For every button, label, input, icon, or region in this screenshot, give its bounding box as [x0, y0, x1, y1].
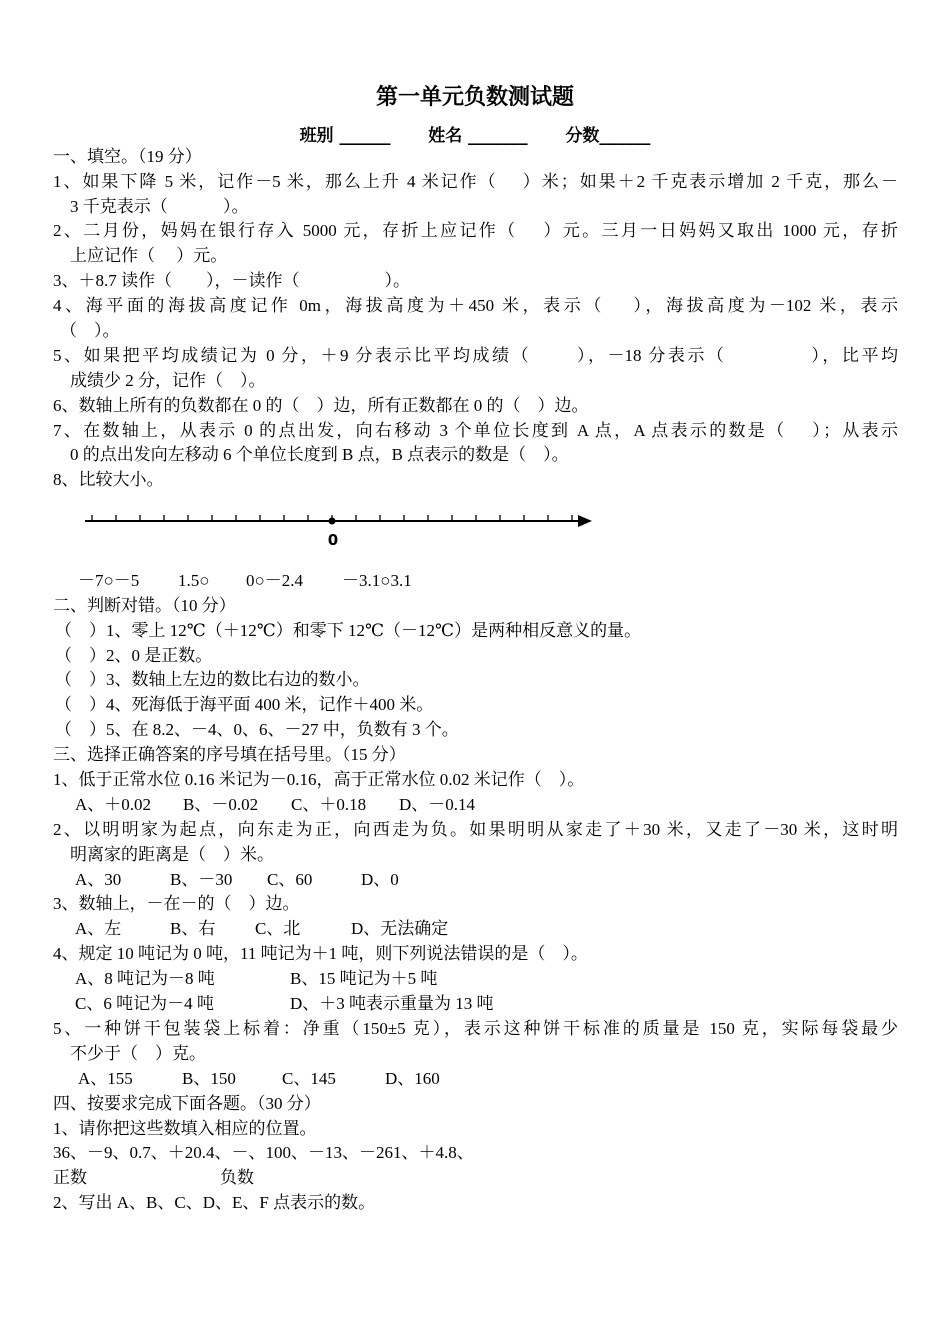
number-list: 36、－9、0.7、＋20.4、－、100、－13、－261、＋4.8、: [53, 1143, 474, 1162]
option: D、0: [361, 870, 399, 889]
option: D、－0.14: [399, 795, 476, 814]
question-1-6: 6、数轴上所有的负数都在 0 的（ ）边，所有正数都在 0 的（ ）边。: [53, 396, 589, 415]
judge-item: （ ）1、零上 12℃（＋12℃）和零下 12℃（－12℃）是两种相反意义的量。: [55, 621, 642, 640]
section-2-heading: 二、判断对错。（10 分）: [53, 596, 236, 615]
option: C、145: [282, 1069, 336, 1088]
option: A、8 吨记为－8 吨: [75, 969, 215, 988]
question-1-5-cont: 成绩少 2 分，记作（ ）。: [70, 371, 266, 390]
negative-label: 负数: [220, 1168, 254, 1187]
option: C、60: [267, 870, 313, 889]
page-title: 第一单元负数测试题: [375, 85, 574, 110]
judge-item: （ ）5、在 8.2、－4、0、6、－27 中，负数有 3 个。: [55, 720, 459, 739]
judge-item: （ ）3、数轴上左边的数比右边的数小。: [55, 670, 370, 689]
compare-item: 1.5○: [178, 571, 210, 590]
option: A、30: [75, 870, 122, 889]
question-1-4-cont: （ ）。: [60, 321, 120, 340]
section-1-heading: 一、填空。（19 分）: [53, 147, 202, 166]
option: C、＋0.18: [291, 795, 367, 814]
question-3-2-cont: 明离家的距离是（ ）米。: [70, 845, 274, 864]
judge-item: （ ）4、死海低于海平面 400 米，记作＋400 米。: [55, 695, 434, 714]
option: B、15 吨记为＋5 吨: [290, 969, 438, 988]
option: B、－0.02: [183, 795, 259, 814]
section-3-heading: 三、选择正确答案的序号填在括号里。（15 分）: [53, 745, 406, 764]
question-1-5: 5、如果把平均成绩记为 0 分，＋9 分表示比平均成绩（ ），－18 分表示（ ），比平均: [53, 346, 898, 365]
section-4-heading: 四、按要求完成下面各题。（30 分）: [53, 1094, 321, 1113]
options-3-5: [78, 1067, 923, 1091]
student-info: [0, 121, 950, 146]
question-1-2: 2、二月份，妈妈在银行存入 5000 元，存折上应记作（ ）元。三月一日妈妈又取出 1000 元，存折: [53, 221, 898, 240]
compare-item: －7○－5: [78, 571, 140, 590]
question-4-2: 2、写出 A、B、C、D、E、F 点表示的数。: [53, 1193, 376, 1212]
judge-item: （ ）2、0 是正数。: [55, 646, 213, 665]
option: A、155: [78, 1069, 133, 1088]
option: C、6 吨记为－4 吨: [75, 994, 214, 1013]
compare-item: －3.1○3.1: [342, 571, 412, 590]
options-3-4a: [75, 967, 920, 991]
options-3-3: [75, 917, 920, 941]
number-line-arrow: [578, 515, 592, 527]
number-line: [80, 504, 600, 549]
option: C、北: [255, 919, 301, 938]
question-3-5-cont: 不少于（ ）克。: [70, 1044, 206, 1063]
positive-label: 正数: [53, 1168, 87, 1187]
origin-point: [329, 518, 336, 525]
question-1-7-cont: 0 的点出发向左移动 6 个单位长度到 B 点，B 点表示的数是（ ）。: [70, 445, 569, 464]
question-3-1: 1、低于正常水位 0.16 米记为－0.16，高于正常水位 0.02 米记作（ ）。: [53, 770, 585, 789]
option: B、150: [182, 1069, 236, 1088]
options-3-1: [75, 793, 920, 817]
option: B、右: [170, 919, 216, 938]
question-3-2: 2、以明明家为起点，向东走为正，向西走为负。如果明明从家走了＋30 米，又走了－30 米，这时明: [53, 820, 898, 839]
options-3-4b: [75, 992, 920, 1016]
score-field[interactable]: 分数______: [565, 126, 651, 146]
question-1-8: 8、比较大小。: [53, 470, 164, 489]
question-1-2-cont: 上应记作（ ）元。: [70, 246, 228, 265]
option: B、－30: [170, 870, 233, 889]
question-3-3: 3、数轴上，－在－的（ ）边。: [53, 894, 300, 913]
option: A、＋0.02: [75, 795, 152, 814]
option: A、左: [75, 919, 122, 938]
compare-item: 0○－2.4: [246, 571, 304, 590]
question-3-5: 5、一种饼干包装袋上标着：净重（150±5 克），表示这种饼干标准的质量是 150 克，实际每袋最少: [53, 1019, 898, 1038]
compare-row: [78, 569, 923, 593]
question-3-4: 4、规定 10 吨记为 0 吨，11 吨记为＋1 吨，则下列说法错误的是（ ）。: [53, 944, 588, 963]
question-1-1: 1、如果下降 5 米，记作－5 米，那么上升 4 米记作（ ）米；如果＋2 千克表示增加 2 千克，那么－: [53, 172, 898, 191]
question-1-7: 7、在数轴上，从表示 0 的点出发，向右移动 3 个单位长度到 A 点，A 点表示的数是（ ）；从表示: [53, 421, 898, 440]
question-1-3: 3、＋8.7 读作（ ），－读作（ ）。: [53, 271, 410, 290]
question-1-4: 4、海平面的海拔高度记作 0m，海拔高度为＋450 米，表示（ ），海拔高度为－102 米，表示: [53, 296, 898, 315]
origin-label: 0: [327, 531, 339, 549]
option: D、＋3 吨表示重量为 13 吨: [290, 994, 494, 1013]
question-1-1-cont: 3 千克表示（ ）。: [70, 197, 249, 216]
options-3-2: [75, 868, 920, 892]
option: D、160: [385, 1069, 440, 1088]
name-field[interactable]: 姓名 _______: [428, 126, 528, 146]
category-row: [53, 1166, 898, 1190]
class-field[interactable]: 班别 ______: [299, 126, 391, 146]
question-4-1: 1、请你把这些数填入相应的位置。: [53, 1119, 317, 1138]
option: D、无法确定: [351, 919, 449, 938]
